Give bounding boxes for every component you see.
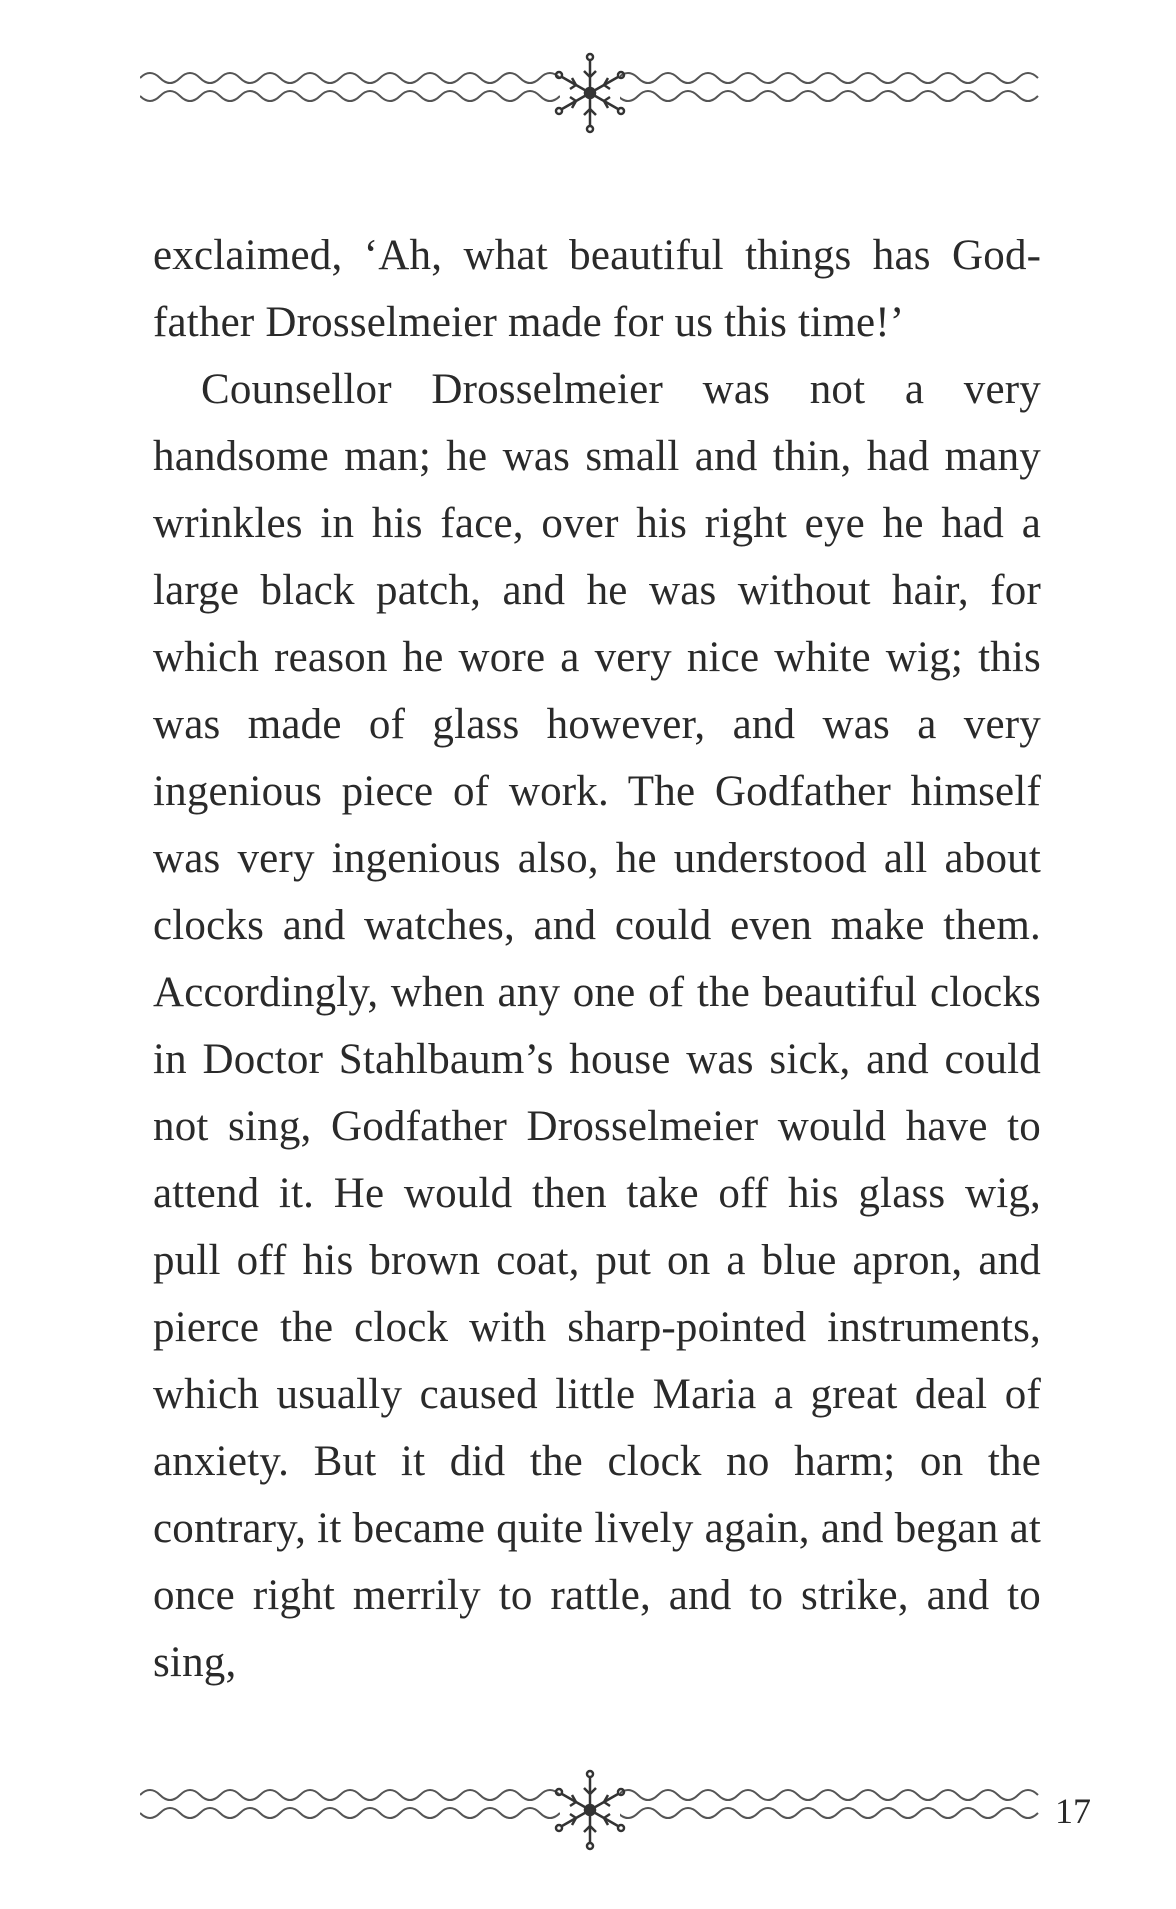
paragraph-2: Counsellor Drosselmeier was not a very handsome man; he was small and thin, had many wrinkles in his face, over his right eye he had a large black patch, and he was without hair, for which reason he wore a very nice white wig; this was made of glass however, and was a very ingenious piece of work. The Godfather himself was very ingenious also, he understood all about clocks and watches, and could even make them. Accordingly, when any one of the beautiful clocks in Doctor Stahlbaum’s house was sick, and could not sing, Godfather Drosselmeier would have to attend it. He would then take off his glass wig, pull off his brown coat, put on a blue apron, and pierce the clock with sharp-pointed instruments, which usually caused little Maria a great deal of anxiety. But it did the clock no harm; on the contrary, it became quite lively again, and began at once right merrily to rattle, and to strike, and to sing, xyxy=(153,366,1041,1686)
footer-ornament xyxy=(140,1765,1040,1855)
paragraph-1: exclaimed, ‘Ah, what beautiful things has Godfather Drosselmeier made for us this time!’ xyxy=(153,232,1041,346)
snowflake-divider-icon xyxy=(140,48,1040,138)
header-ornament xyxy=(140,48,1040,138)
page-number: 17 xyxy=(1055,1791,1091,1831)
body-text xyxy=(153,222,1041,1696)
snowflake-divider-icon xyxy=(140,1765,1040,1855)
